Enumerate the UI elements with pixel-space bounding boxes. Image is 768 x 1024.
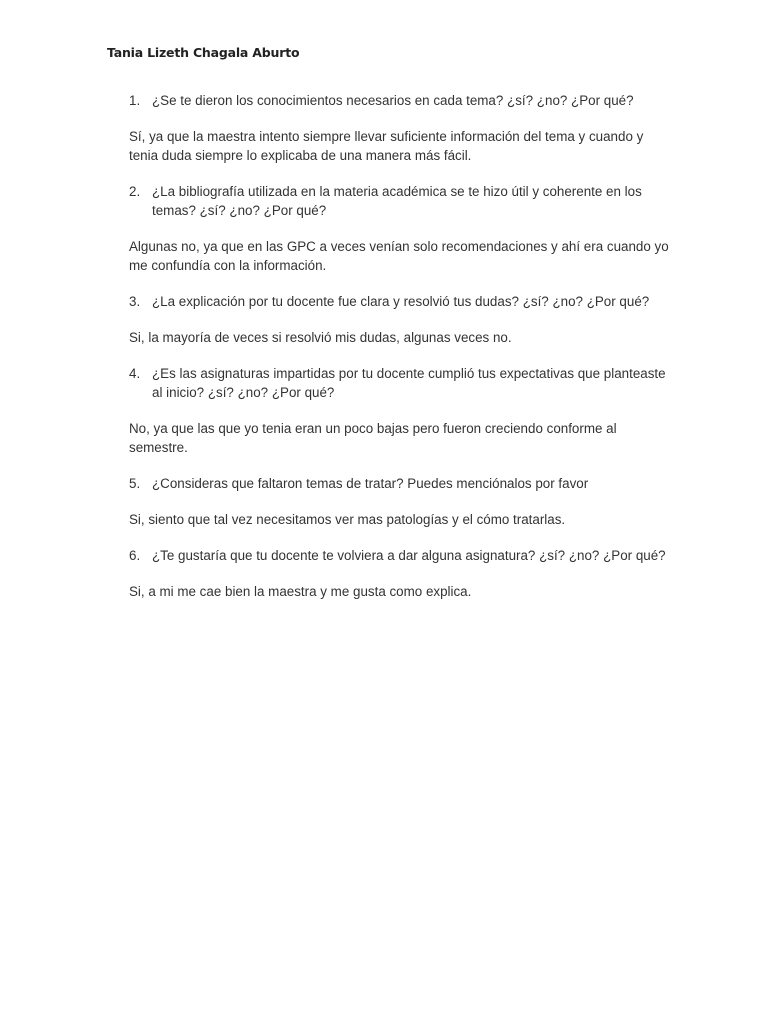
- qa-item-1: [129, 91, 674, 165]
- answer-6: Si, a mi me cae bien la maestra y me gusta como explica.: [129, 584, 472, 599]
- question-text: ¿La bibliografía utilizada en la materia académica se te hizo útil y coherente en los temas? ¿sí? ¿no? ¿Por qué?: [152, 184, 642, 218]
- answer-1: Sí, ya que la maestra intento siempre llevar suficiente información del tema y cuando y tenia duda siempre lo explicaba de una manera más fácil.: [129, 129, 644, 163]
- question-number: 5.: [129, 476, 141, 491]
- answer-2: Algunas no, ya que en las GPC a veces venían solo recomendaciones y ahí era cuando yo me confundía con la información.: [129, 239, 669, 273]
- answer-4: No, ya que las que yo tenia eran un poco bajas pero fueron creciendo conforme al semestre.: [129, 421, 617, 455]
- qa-item-3: [129, 292, 674, 347]
- question-text: ¿La explicación por tu docente fue clara y resolvió tus dudas? ¿sí? ¿no? ¿Por qué?: [152, 294, 650, 309]
- qa-item-6: [129, 546, 674, 601]
- question-text: ¿Te gustaría que tu docente te volviera a dar alguna asignatura? ¿sí? ¿no? ¿Por qué?: [152, 548, 666, 563]
- question-number: 1.: [129, 93, 141, 108]
- qa-item-2: [129, 182, 674, 275]
- question-text: ¿Se te dieron los conocimientos necesarios en cada tema? ¿sí? ¿no? ¿Por qué?: [152, 93, 634, 108]
- question-text: ¿Es las asignaturas impartidas por tu docente cumplió tus expectativas que planteaste al inicio? ¿sí? ¿no? ¿Por qué?: [152, 366, 666, 400]
- answer-3: Si, la mayoría de veces si resolvió mis dudas, algunas veces no.: [129, 330, 512, 345]
- qa-item-5: [129, 474, 674, 529]
- question-3: [129, 292, 674, 311]
- qa-item-4: [129, 364, 674, 457]
- answer-5: Si, siento que tal vez necesitamos ver mas patologías y el cómo tratarlas.: [129, 512, 566, 527]
- question-text: ¿Consideras que faltaron temas de tratar? Puedes menciónalos por favor: [152, 476, 589, 491]
- question-number: 4.: [129, 366, 141, 381]
- question-number: 6.: [129, 548, 141, 563]
- questionnaire: [129, 91, 674, 601]
- question-4: [129, 364, 674, 402]
- question-5: [129, 474, 674, 493]
- author-name: Tania Lizeth Chagala Aburto: [107, 45, 300, 60]
- question-number: 3.: [129, 294, 141, 309]
- question-number: 2.: [129, 184, 141, 199]
- question-2: [129, 182, 674, 220]
- question-6: [129, 546, 674, 565]
- question-1: [129, 91, 674, 110]
